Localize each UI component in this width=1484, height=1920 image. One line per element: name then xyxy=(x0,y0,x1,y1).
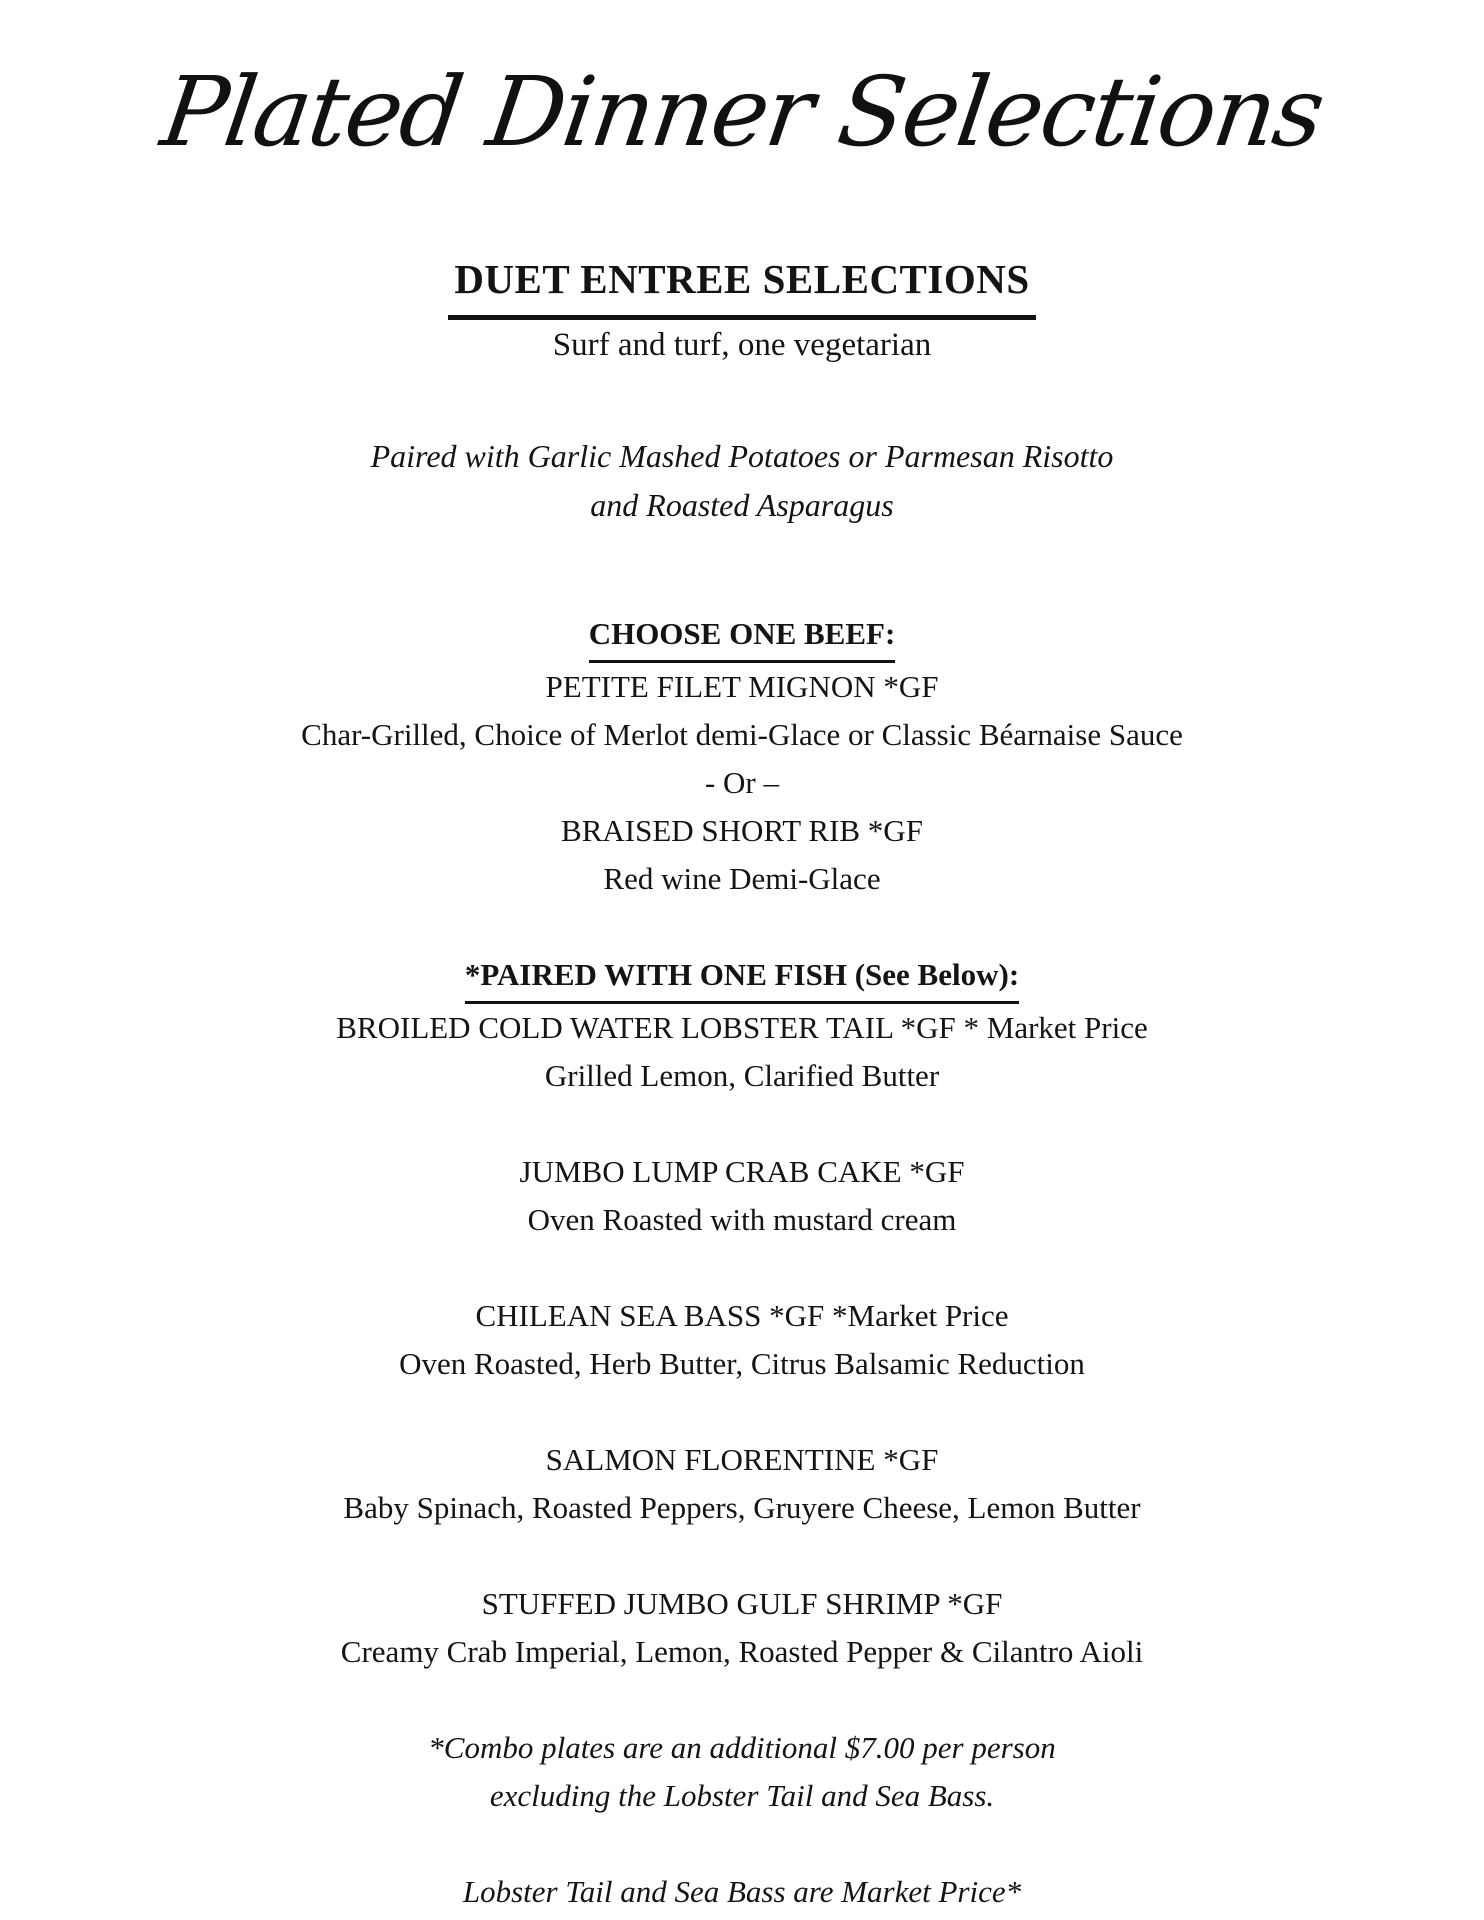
fish-item-description: Baby Spinach, Roasted Peppers, Gruyere Cheese, Lemon Butter xyxy=(343,1490,1141,1525)
fish-section-heading: *PAIRED WITH ONE FISH (See Below): xyxy=(465,951,1019,1004)
fish-section-heading-line xyxy=(0,951,1484,1004)
fish-item-description: Grilled Lemon, Clarified Butter xyxy=(544,1058,940,1093)
fish-item-name: JUMBO LUMP CRAB CAKE *GF xyxy=(519,1154,965,1189)
main-heading-wrap xyxy=(0,250,1484,320)
or-separator: - Or – xyxy=(704,765,780,800)
combo-note-line2: excluding the Lobster Tail and Sea Bass. xyxy=(489,1778,995,1813)
fish-item-description: Oven Roasted with mustard cream xyxy=(527,1202,957,1237)
beef-item2-name: BRAISED SHORT RIB *GF xyxy=(561,813,923,848)
beef-item1-name: PETITE FILET MIGNON *GF xyxy=(545,669,939,704)
fish-item xyxy=(0,1436,1484,1532)
fish-item-description: Creamy Crab Imperial, Lemon, Roasted Pepper & Cilantro Aioli xyxy=(340,1634,1144,1669)
beef-section xyxy=(0,610,1484,903)
main-heading: DUET ENTREE SELECTIONS xyxy=(448,250,1035,320)
beef-section-heading: CHOOSE ONE BEEF: xyxy=(589,610,896,663)
fish-item-name: CHILEAN SEA BASS *GF *Market Price xyxy=(475,1298,1009,1333)
fish-item-description: Oven Roasted, Herb Butter, Citrus Balsamic Reduction xyxy=(399,1346,1085,1381)
combo-note xyxy=(0,1724,1484,1820)
fish-item xyxy=(0,1148,1484,1244)
fish-item-name: BROILED COLD WATER LOBSTER TAIL *GF * Market Price xyxy=(336,1010,1148,1045)
subtitle: Surf and turf, one vegetarian xyxy=(552,327,932,363)
pairing-note-line1: Paired with Garlic Mashed Potatoes or Parmesan Risotto xyxy=(370,438,1114,474)
beef-item2-description: Red wine Demi-Glace xyxy=(603,861,881,896)
page-title-script: Plated Dinner Selections xyxy=(154,56,1330,168)
beef-section-heading-line xyxy=(0,610,1484,663)
market-price-note: Lobster Tail and Sea Bass are Market Price* xyxy=(462,1874,1022,1909)
beef-item1-description: Char-Grilled, Choice of Merlot demi-Glace or Classic Béarnaise Sauce xyxy=(301,717,1183,752)
menu-body xyxy=(0,610,1484,1916)
fish-item-name: SALMON FLORENTINE *GF xyxy=(545,1442,939,1477)
fish-item-name: STUFFED JUMBO GULF SHRIMP *GF xyxy=(481,1586,1003,1621)
fish-item xyxy=(0,1580,1484,1676)
script-title-wrap xyxy=(0,12,1484,212)
combo-note-line1: *Combo plates are an additional $7.00 per person xyxy=(428,1730,1056,1765)
pairing-note-line2: and Roasted Asparagus xyxy=(590,487,894,523)
pairing-note xyxy=(0,432,1484,530)
fish-section-intro xyxy=(0,951,1484,1100)
fish-item xyxy=(0,1292,1484,1388)
